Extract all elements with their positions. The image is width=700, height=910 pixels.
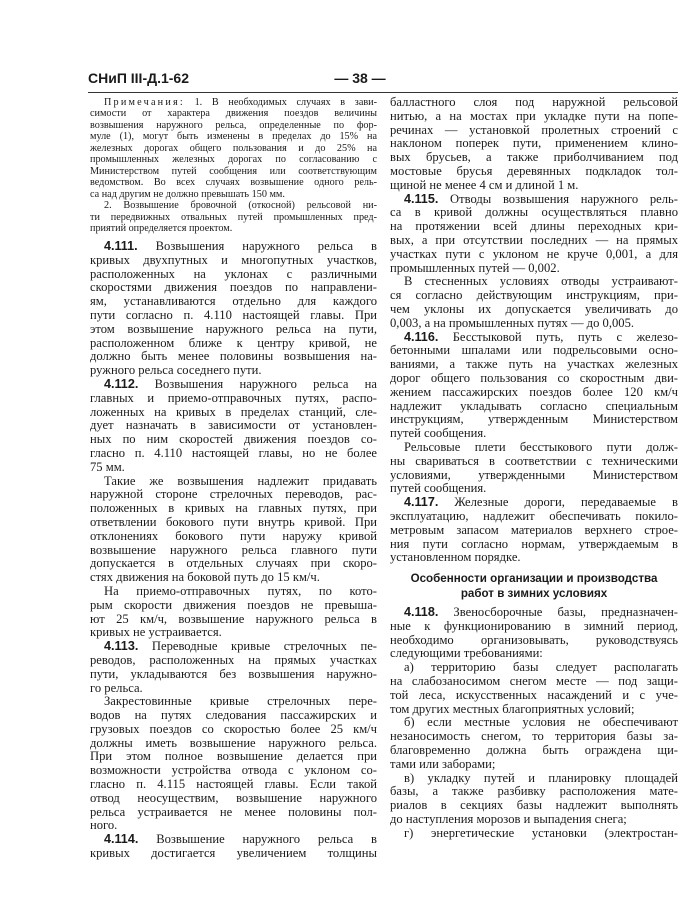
line-text: в) укладку путей и планировку площадей [404,770,678,785]
line-text: Переводные кривые стрелочных пе- [138,639,377,654]
line-text: пути, укладываются без возвышения наружно- [90,666,377,681]
line-text: грузовых поездов со скоростью более 25 км/ч [90,721,377,736]
text-line [90,392,377,406]
line-text: наружной стороне стрелочных переводов, рас- [90,487,377,502]
text-line [90,530,377,544]
text-line [90,750,377,764]
text-line [390,675,678,689]
text-line [390,358,678,372]
line-text: Железные дороги, передаваемые в [438,495,678,510]
text-line [390,427,678,441]
line-text: реводов, расположенных на прямых участках [90,652,377,667]
line-text: наклоном поперек пути, применением клино- [390,136,678,151]
text-line [90,309,377,323]
line-text: промышленных железных дорогах по согласованию с [90,154,377,166]
text-line [390,799,678,813]
line-text: должно быть менее половины возвышения на- [90,349,377,364]
line-text: ответвлении бокового пути внутрь кривой. При [90,514,377,529]
text-line [90,378,377,392]
text-line [390,206,678,220]
paragraph [390,716,678,771]
text-line [390,469,678,483]
text-line [390,317,678,331]
clause-number: 4.111. [104,239,138,253]
line-text: а) территорию базы следует располагать [404,660,678,675]
line-text: возвышения наружного рельса, определенные по фор- [90,119,377,131]
line-text: возвышение наружного рельса главного пути [90,542,377,557]
text-line [90,108,377,119]
text-line [90,778,377,792]
line-text: условиями, утвержденными Министерством [390,467,678,482]
line-text: рым скорости движения поездов не превыша- [90,597,377,612]
line-text: той леса, искусственных насаждений и с уче- [390,687,678,702]
line-text: Рельсовые плети бесстыкового пути долж- [404,439,678,454]
line-text: г) энергетические установки (электростан- [404,825,678,840]
text-line [90,557,377,571]
text-line [90,364,377,378]
text-line [390,744,678,758]
text-line [390,248,678,262]
line-text: 1. В необходимых случаях в зави- [184,97,377,108]
line-text: должны иметь возвышение наружного рельса. [90,735,377,750]
line-text: Возвышения наружного рельса в [137,239,377,253]
text-line [390,372,678,386]
line-text: ям, устанавливаются отдельно для каждого [90,294,377,309]
section-heading-line: работ в зимних условиях [460,587,608,600]
right-column [390,96,678,565]
text-line [90,806,377,820]
line-text: Закрестовинные кривые стрелочных пере- [104,694,377,709]
text-line [390,510,678,524]
page-number: — 38 — [334,70,386,86]
paragraph [390,96,678,193]
text-line [390,647,678,661]
text-line [390,289,678,303]
paragraph [90,378,377,475]
line-text: расположенном ближе к центру кривой, не [90,335,377,350]
line-text: стях движения на боковой путь до 15 км/ч. [90,570,320,585]
text-line [90,654,377,668]
line-text: муле (1), могут быть изменены в пределах до 15% на [90,131,377,143]
text-line [90,212,377,223]
line-text: На приемо-отправочных путях, по кото- [104,583,377,598]
line-text: балластного слоя под наружной рельсовой [390,95,678,109]
line-text: дорог общего пользования со скоростным дви- [390,370,678,385]
text-line [90,544,377,558]
paragraph [390,661,678,716]
text-line [90,406,377,420]
line-text: рельса устраивается не менее половины пол- [90,804,377,819]
line-text: жением пассажирских поездов более 120 км/ч [390,384,678,399]
note [90,97,377,200]
text-line [390,551,678,565]
paragraph [390,331,678,441]
text-line [390,96,678,110]
paragraph [90,585,377,640]
text-line [90,166,377,177]
text-line [390,441,678,455]
text-line [90,833,377,847]
text-line [90,223,377,234]
notes-label: Примечания: [104,97,185,108]
text-line [90,847,377,861]
text-line [390,262,678,276]
paragraph [90,475,377,585]
text-line [90,599,377,613]
line-text: положенных в кривых на главных путях, при [90,501,377,516]
line-text: Бесстыковой путь, путь с железо- [438,329,678,344]
text-line [390,620,678,634]
left-column [90,240,377,861]
text-line [90,792,377,806]
line-text: отклонениях бокового пути наружу кривой [90,528,377,543]
line-text: этом возвышение наружного рельса на пути, [90,321,377,336]
line-text: до наступления морозов и выпадения снега; [390,811,627,826]
paragraph [390,275,678,330]
text-line [90,337,377,351]
note [90,200,377,234]
text-line [90,764,377,778]
text-line [390,496,678,510]
text-line [90,502,377,516]
text-line [390,124,678,138]
text-line [390,730,678,744]
line-text: нитью, а на мостах при укладке пути на попе- [390,108,678,123]
text-line [90,189,377,200]
line-text: б) если местные условия не обеспечивают [404,715,678,730]
text-line [90,475,377,489]
clause-number: 4.117. [404,495,439,510]
line-text: допускается в отдельных случаях при скоро- [90,556,377,571]
text-line [90,461,377,475]
clause-number: 4.118. [404,605,439,619]
line-text: скоростями движения поездов по направлени- [90,280,377,295]
line-text: кривых достигается увеличением толщины [90,846,377,861]
text-line [90,154,377,165]
text-line [390,455,678,469]
line-text: ся согласно действующим инструкциям, при- [390,288,678,303]
line-text: ваниями, а также путь на участках железных [390,357,678,372]
text-line [390,344,678,358]
line-text: участках пути с уклоном не круче 0,001, а для [390,246,678,261]
text-line [90,640,377,654]
text-line [90,323,377,337]
line-text: вых брусьев, а также приболчиванием под [390,150,678,165]
text-line [390,772,678,786]
text-line [90,281,377,295]
line-text: 2. Возвышение бровочной (откосной) рельсовой ни- [104,200,377,212]
line-text: ружного рельса соседнего пути. [90,363,262,378]
text-line [390,275,678,289]
text-line [90,668,377,682]
paragraph [90,833,377,861]
line-text: симости от характера движения поездов величины [90,108,377,120]
line-text: В стесненных условиях отводы устраивают- [404,274,678,289]
text-line [390,524,678,538]
line-text: дует назначать в зависимости от установлен- [90,418,377,433]
paragraph [90,695,377,833]
text-line [90,571,377,585]
line-text: путей сообщения. [390,481,487,496]
line-text: ны свариваться в соответствии с техническими [390,453,678,468]
line-text: бетонными шпалами или подрельсовыми осно- [390,343,678,358]
line-text: щиной не менее 4 см и длиной 1 м. [390,177,579,192]
text-line [390,538,678,552]
text-line [90,177,377,188]
line-text: речинах — установкой пролетных строений с [390,122,678,137]
line-text: пути согласно п. 4.110 настоящей главы. При [90,307,377,322]
line-text: мостовые брусья деревянных подкладок тол- [390,163,678,178]
line-text: Возвышения наружного рельса на [138,376,377,391]
line-text: на протяжении всей длины переходных кри- [390,219,678,234]
document-code: СНиП III-Д.1-62 [88,70,189,86]
text-line [390,151,678,165]
paragraph [390,193,678,276]
text-line [90,709,377,723]
line-text: надлежит укладывать согласно специальным [390,398,678,413]
line-text: тами или заборами; [390,756,496,771]
text-line [390,303,678,317]
text-line [90,819,377,833]
paragraph [90,640,377,695]
line-text: инструкциям, утвержденным Министерством [390,412,678,427]
text-line [90,488,377,502]
text-line [90,200,377,211]
text-line [90,240,377,254]
text-line [390,716,678,730]
text-line [90,254,377,268]
line-text: железных дорогах общего пользования и до 25% на [90,142,377,154]
text-line [390,110,678,124]
text-line [90,723,377,737]
line-text: ные к функционированию в зимний период, [390,618,678,633]
line-text: необходимо организовывать, руководствуясь [390,632,678,647]
text-line [390,179,678,193]
text-line [390,758,678,772]
clause-number: 4.112. [104,376,139,391]
text-line [90,143,377,154]
notes-block [90,97,377,234]
section-heading-line: Особенности организации и производства [410,572,658,585]
clause-number: 4.114. [104,832,139,847]
line-text: Министерством путей сообщения или соответствующим [90,165,377,177]
text-line [390,193,678,207]
text-line [390,482,678,496]
text-line [90,350,377,364]
text-line [90,433,377,447]
line-text: кривых двухпутных и многопутных участков, [90,252,377,267]
text-line [390,785,678,799]
line-text: гласно п. 4.110 настоящей главы, но не более [90,445,377,460]
line-text: метровым запасом материалов верхнего строе- [390,522,678,537]
line-text: Отводы возвышения наружного рель- [438,191,678,206]
text-line [90,682,377,696]
text-line [390,827,678,841]
text-line [390,413,678,427]
text-line [390,220,678,234]
text-line [390,234,678,248]
line-text: том других местных благоприятных условий; [390,701,635,716]
line-text: кривых не устраивается. [90,625,222,640]
line-text: чем уклоны их допускается увеличивать до [390,301,678,316]
line-text: го рельса. [90,680,143,695]
line-text: ного. [90,818,118,833]
line-text: ти передвижных отвальных путей промышленных пред- [90,211,377,223]
header-rule [88,92,678,93]
text-line [390,634,678,648]
text-line [390,400,678,414]
line-text: промышленных путей — 0,002. [390,260,560,275]
line-text: следующими требованиями: [390,646,543,661]
line-text: са над другим не должно превышать 150 мм. [90,188,285,200]
line-text: са в кривой должны осуществляться плавно [390,205,678,220]
line-text: эксплуатацию, надлежит обеспечивать покило- [390,508,678,523]
text-line [90,419,377,433]
text-line [90,626,377,640]
right-column-continued [390,606,678,841]
text-line [390,813,678,827]
line-text: незаносимость снегом, то территория базы за- [390,729,678,744]
line-text: ложенных на кривых в пределах станций, сле- [90,404,377,419]
line-text: установленном порядке. [390,550,521,565]
line-text: гласно п. 4.115 настоящей главы. Если такой [90,777,377,792]
paragraph [390,827,678,841]
line-text: ния пути согласно нормам, утверждаемым в [390,536,678,551]
text-line [90,268,377,282]
paragraph [390,496,678,565]
line-text: При этом полное возвышение делается при [90,749,377,764]
line-text: отвод неосуществим, возвышение наружного [90,790,377,805]
line-text: водов на путях следования пассажирских и [90,708,377,723]
line-text: ведомством. Во всех случаях возвышение одного рель- [90,177,377,189]
text-line [90,131,377,142]
text-line [390,689,678,703]
text-line [90,516,377,530]
line-text: ных по ним скоростей движения поездов со- [90,432,377,447]
text-line [390,165,678,179]
line-text: путей сообщения. [390,426,487,441]
text-line [390,606,678,620]
line-text: 75 мм. [90,459,125,474]
line-text: 0,003, а на промышленных путях — до 0,005. [390,315,635,330]
line-text: главных и приемо-отправочных путях, распо- [90,390,377,405]
text-line [390,661,678,675]
line-text: Звеносборочные базы, предназначен- [438,605,678,619]
line-text: возможности устройства отвода с уклоном со- [90,763,377,778]
text-line [90,295,377,309]
text-line [390,703,678,717]
line-text: расположенных на уклонах с различными [90,266,377,281]
text-line [390,137,678,151]
clause-number: 4.113. [104,639,139,654]
line-text: благовременно должна быть ограждена щи- [390,742,678,757]
line-text: вых, а при отсутствии последних — на прямых [390,232,678,247]
clause-number: 4.115. [404,191,439,206]
line-text: Такие же возвышения надлежит придавать [104,473,377,488]
line-text: Возвышение наружного рельса в [138,832,377,847]
paragraph [390,441,678,496]
text-line [90,447,377,461]
text-line [90,613,377,627]
section-heading [390,571,678,601]
text-line [90,97,377,108]
paragraph [390,606,678,661]
text-line [390,386,678,400]
text-line [90,737,377,751]
text-line [90,585,377,599]
text-line [90,695,377,709]
text-line [390,331,678,345]
text-line [90,120,377,131]
line-text: базы, а также разбивку расположения мате- [390,784,678,799]
line-text: риалов в секциях базы надлежит выполнять [390,798,678,813]
paragraph [390,772,678,827]
paragraph [90,240,377,378]
line-text: ют 25 км/ч, возвышение наружного рельса в [90,611,377,626]
line-text: на слабозаносимом снегом месте — под защи- [390,673,678,688]
line-text: приятий определяется проектом. [90,222,233,234]
clause-number: 4.116. [404,329,439,344]
